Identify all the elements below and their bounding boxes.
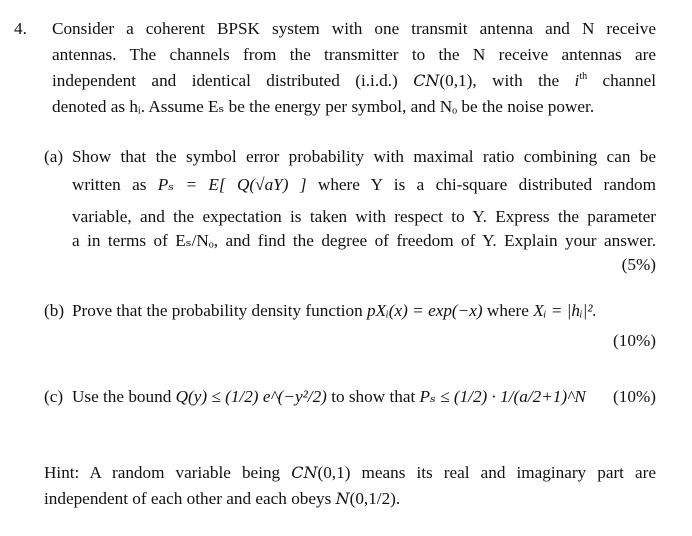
part-c-points: (10%): [613, 387, 656, 406]
cn-symbol: CN: [413, 71, 440, 90]
part-b-text: where: [486, 301, 529, 320]
problem-number: 4.: [14, 19, 27, 38]
hint-line-2: [44, 490, 656, 507]
part-a-text: written as: [72, 175, 147, 194]
part-a-label: (a): [44, 147, 64, 166]
part-b-points: (10%): [613, 331, 656, 350]
hint-line-1: [44, 464, 656, 481]
pdf-formula: pXᵢ(x) = exp(−x): [367, 301, 483, 320]
part-a-points: (5%): [621, 255, 656, 274]
part-c-text: Use the bound: [72, 387, 172, 406]
part-c-label: (c): [44, 387, 64, 406]
hint-text: Hint: A random variable being: [44, 463, 281, 482]
index-i: i: [574, 71, 580, 90]
part-a-line-3: variable, and the expectation is taken with respect to Y. Express the parameter: [72, 207, 656, 226]
part-b-label: (b): [44, 301, 65, 320]
part-b-text: Prove that the probability density function: [72, 301, 363, 320]
intro-text: independent and identical distributed (i.i.d.): [52, 71, 398, 90]
part-a-text: where Y is a chi-square distributed random: [317, 175, 656, 194]
intro-line-2: antennas. The channels from the transmitter to the N receive antennas are: [52, 45, 656, 64]
intro-line-1: Consider a coherent BPSK system with one transmit antenna and N receive: [52, 19, 656, 38]
q-bound-formula: Q(y) ≤ (1/2) e^(−y²/2): [175, 387, 327, 406]
normal-symbol: N: [335, 489, 350, 508]
part-c-line: [72, 388, 586, 405]
error-probability-formula: Pₛ = E[ Q(√aY) ]: [157, 175, 307, 194]
xi-definition: Xᵢ = |hᵢ|².: [533, 301, 597, 320]
part-c-text: to show that: [331, 387, 416, 406]
intro-line-4: denoted as hᵢ. Assume Eₛ be the energy per symbol, and Nₒ be the noise power.: [52, 97, 595, 116]
cn-symbol: CN: [291, 463, 318, 482]
part-a-line-1: Show that the symbol error probability with maximal ratio combining can be: [72, 147, 656, 166]
part-b-line: [72, 302, 597, 319]
intro-line-3: [52, 72, 656, 89]
hint-text: (0,1/2).: [349, 489, 401, 508]
hint-text: independent of each other and each obeys: [44, 489, 332, 508]
intro-text: channel: [602, 71, 656, 90]
intro-text: (0,1), with the: [439, 71, 560, 90]
error-bound-result: Pₛ ≤ (1/2) · 1/(a/2+1)^N: [419, 387, 586, 406]
part-a-line-4: a in terms of Eₛ/Nₒ, and find the degree of freedom of Y. Explain your answer.: [72, 231, 656, 250]
hint-text: (0,1) means its real and imaginary part are: [317, 463, 656, 482]
th-superscript: th: [579, 71, 588, 82]
part-a-line-2: [72, 176, 656, 193]
